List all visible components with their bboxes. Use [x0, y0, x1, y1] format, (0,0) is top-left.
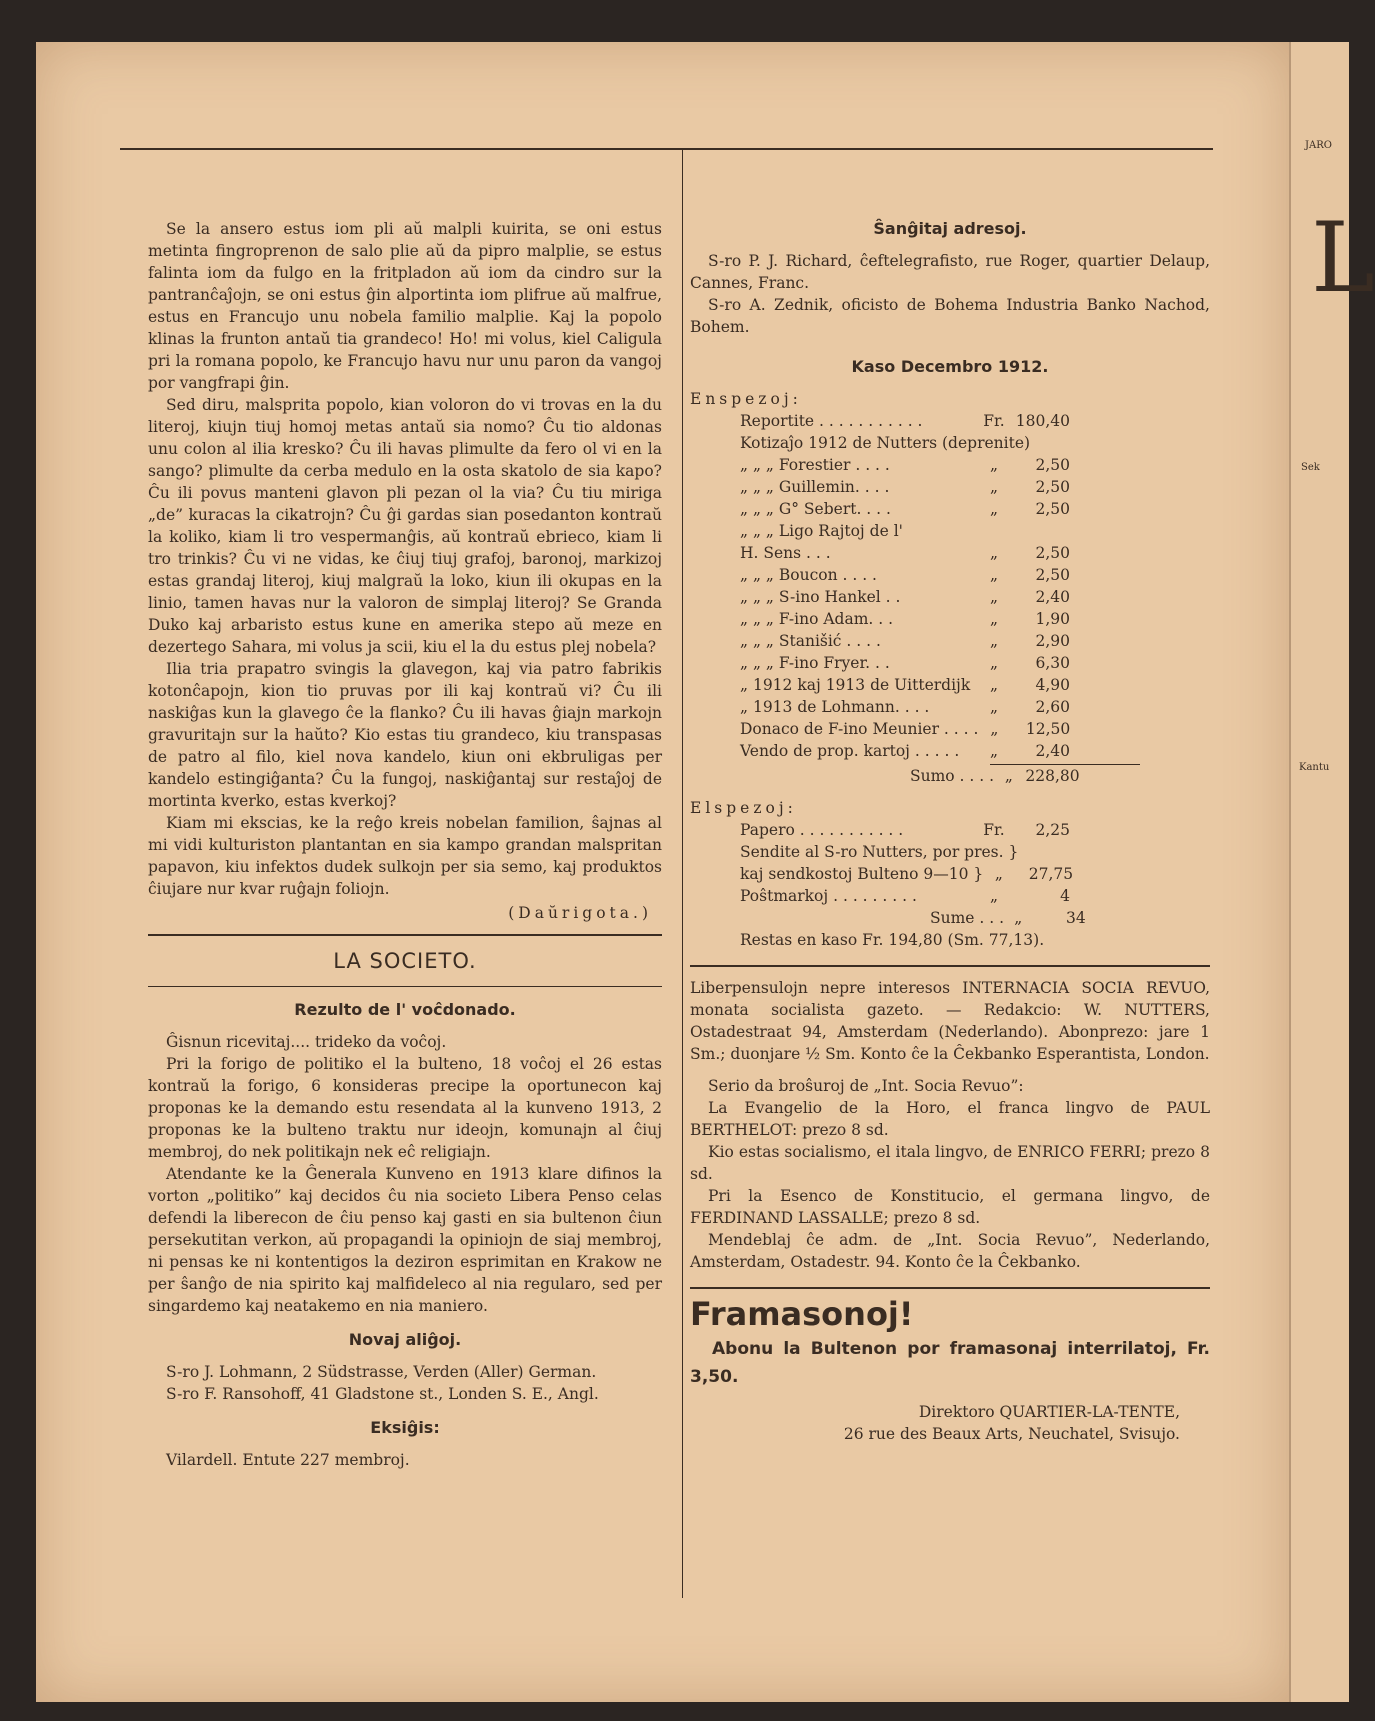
sum-amount: 228,80: [1025, 767, 1080, 785]
ledger-amount: [1055, 432, 1102, 454]
section-rule: [148, 934, 662, 936]
sum-amount: 34: [1065, 909, 1086, 927]
next-page-fragment: L: [1311, 202, 1375, 314]
vote-paragraph: Atendante ke la Ĝenerala Kunveno en 1913 klare difinos la vorton „politiko” kaj decidos ĉu nia societo Libera Penso celas defendi la liberecon de ĉiu penso kaj gasti en sia bultenon ĉiun persekutitan verkon, aŭ propagandi la opiniojn de siaj membroj, ni pensas ke ni kontentigos la deziron esprimitan en Krakow ne per ŝanĝo de nia spirito kaj malfideleco al nia regularo, sed per singardemo kaj neatakemo en nia maniero.: [148, 1165, 662, 1315]
ledger-label: Reportite . . . . . . . . . . .: [740, 412, 923, 430]
ledger-amount: 2,90: [1035, 632, 1070, 650]
ledger-unit: „: [989, 478, 999, 496]
column-divider: [682, 150, 683, 1598]
ledger-label: Sendite al S-ro Nutters, por pres. }: [740, 843, 1019, 861]
member-entry: S-ro J. Lohmann, 2 Südstrasse, Verden (Aller) German.: [166, 1363, 597, 1381]
framasonoj-promo: Abonu la Bultenon por framasonaj interrilatoj, Fr. 3,50.: [690, 1339, 1210, 1387]
expense-label: Elspezoj:: [690, 799, 797, 817]
ledger-row: [740, 542, 1210, 564]
resignation-entry: Vilardell. Entute 227 membroj.: [166, 1451, 410, 1469]
ledger-amount: [1045, 841, 1095, 863]
ledger-label: „ 1913 de Lohmann. . . .: [740, 698, 930, 716]
sum-label: Sumo . . . .: [910, 767, 995, 785]
ledger-label: H. Sens . . .: [740, 544, 831, 562]
ledger-row: [740, 476, 1210, 498]
ledger-amount: 1,90: [1035, 610, 1070, 628]
ledger-row: [740, 863, 1210, 885]
next-page-fragment: Sek: [1301, 462, 1320, 473]
member-entry: S-ro F. Ransohoff, 41 Gladstone st., Londen S. E., Angl.: [166, 1385, 599, 1403]
income-label: Enspezoj:: [690, 390, 802, 408]
ledger-unit: „: [994, 865, 1003, 883]
income-table: [740, 410, 1210, 762]
ledger-row: [740, 740, 1210, 762]
ledger-amount: 2,50: [1035, 500, 1070, 518]
brochure-entry: Kio estas socialismo, el itala lingvo, de ENRICO FERRI; prezo 8 sd.: [690, 1143, 1210, 1183]
left-column: [148, 218, 662, 1471]
next-page-fragment: Kantu: [1299, 762, 1330, 773]
sum-unit: „: [1004, 767, 1013, 785]
ledger-unit: „: [989, 610, 999, 628]
ledger-label: „ „ „ F-ino Fryer. . .: [740, 654, 890, 672]
ledger-label: Poŝtmarkoj . . . . . . . . .: [740, 887, 917, 905]
ledger-label: „ „ „ Boucon . . . .: [740, 566, 877, 584]
ledger-row: [740, 885, 1210, 907]
ledger-unit: [978, 520, 1010, 542]
ledger-label: „ „ „ G° Sebert. . . .: [740, 500, 891, 518]
ledger-unit: „: [989, 698, 999, 716]
ledger-unit: „: [990, 720, 999, 738]
ledger-unit: „: [989, 588, 999, 606]
ledger-unit: „: [989, 742, 999, 760]
brochure-entry: La Evangelio de la Horo, el franca lingvo de PAUL BERTHELOT: prezo 8 sd.: [690, 1099, 1210, 1139]
subsection-title: Novaj aliĝoj.: [348, 1330, 462, 1349]
brochure-entry: Serio da broŝuroj de „Int. Socia Revuo”:: [708, 1077, 1024, 1095]
ledger-amount: 2,40: [1035, 742, 1070, 760]
ledger-row: [740, 454, 1210, 476]
subsection-title: Rezulto de l' voĉdonado.: [294, 1000, 516, 1019]
address-entry: S-ro P. J. Richard, ĉeftelegrafisto, rue Roger, quartier Delaup, Cannes, Franc.: [690, 252, 1210, 292]
ledger-amount: 2,60: [1035, 698, 1070, 716]
ledger-unit: Fr.: [983, 412, 1005, 430]
ledger-amount: 2,50: [1035, 544, 1070, 562]
expense-table: [740, 819, 1210, 907]
ledger-row: [740, 432, 1210, 454]
header-rule: [120, 148, 1213, 150]
director-line: 26 rue des Beaux Arts, Neuchatel, Svisujo.: [843, 1425, 1180, 1443]
ledger-amount: 4,90: [1035, 676, 1070, 694]
adjacent-page-edge: [1289, 42, 1375, 1702]
ledger-unit: „: [989, 500, 999, 518]
article-paragraph: Sed diru, malsprita popolo, kian voloron do vi trovas en la du literoj, kiujn tiuj homoj metas antaŭ sia nomo? Ĉu tio aldonas unu colon al ilia kresko? Ĉu ili havas plimulte da fero ol vi en la sango? plimulte da cerba medulo en la osta skatolo de sia kapo? Ĉu ili povus manteni glavon pli pezan ol la via? Ĉu tiu miriga „de” kuracas la cikatrojn? Ĉu ĝi gardas sian posedanton kontraŭ la koliko, kiam li tro vespermanĝis, aŭ kontraŭ ebrieco, kiam li tro trinkis? Ĉu vi ne vidas, ke ĉiuj tiuj grafoj, baronoj, markizoj estas grandaj literoj, kiuj malgraŭ la loko, kiun ili okupas en la linio, tamen havas nur la valoron de simplaj literoj? Se Granda Duko kaj arbaristo estus kune en amerika stepo aŭ meze en dezertego Sahara, mi volus ja scii, kiu el la du estus plej nobela?: [148, 396, 662, 656]
continued-note: (Daŭrigota.): [508, 904, 652, 922]
expense-sum-row: [740, 907, 1210, 929]
ledger-unit: „: [989, 544, 999, 562]
article-paragraph: Ilia tria prapatro svingis la glavegon, kaj via patro fabrikis kotonĉapojn, kion tio pruvas por ili kaj kontraŭ vi? Ĉu ili naskiĝas kun la glavego ĉe la flanko? Ĉu ili havas ĝiajn markojn gravuritajn sur la haŭto? Kio estas tiu grandeco, kiu transpasas de patro al filo, kiel nova kandelo, kiun oni ekbruligas per kandelo estingiĝanta? Ĉu la fungoj, naskiĝantaj sur restaĵoj de mortinta kverko, estas kverkoj?: [148, 660, 662, 810]
ledger-unit: „: [989, 566, 999, 584]
ledger-unit: „: [989, 456, 999, 474]
right-column: [690, 218, 1210, 1445]
ledger-label: Papero . . . . . . . . . . .: [740, 821, 904, 839]
ledger-row: [740, 696, 1210, 718]
subsection-title: Eksiĝis:: [370, 1418, 440, 1437]
article-paragraph: Kiam mi ekscias, ke la reĝo kreis nobelan familion, ŝajnas al mi vidi kulturiston plantantan en sia kampo grandan malspritan papavon, kiu infektos dudek sulkojn per sia semo, kaj produktos ĉiujare nur kvar ruĝajn foliojn.: [148, 814, 662, 898]
ledger-label: „ „ „ S-ino Hankel . .: [740, 588, 901, 606]
ledger-row: [740, 630, 1210, 652]
ledger-unit: [1018, 841, 1044, 863]
ledger-label: „ „ „ Guillemin. . . .: [740, 478, 890, 496]
brochure-entry: Pri la Esenco de Konstitucio, el germana lingvo, de FERDINAND LASSALLE; prezo 8 sd.: [690, 1187, 1210, 1227]
ledger-amount: 2,25: [1035, 821, 1070, 839]
ledger-unit: „: [989, 654, 999, 672]
article-paragraph: Se la ansero estus iom pli aŭ malpli kuirita, se oni estus metinta fingroprenon de salo plie aŭ da pipro malplie, se estus falinta iom da fulgo en la fritpladon aŭ iom da cindro sur la pantranĉaĵojn, se oni estus ĝin alportinta iom plifrue aŭ malfrue, estus en Francujo unu nobela familio malplie. Kaj la popolo klinas la frunton antaŭ tia grandeco! Ho! mi volus, kiel Caligula pri la romana popolo, ke Francujo havu nur unu paron da vangoj por vangfrapi ĝin.: [148, 220, 662, 392]
ledger-label: „ „ „ F-ino Adam. . .: [740, 610, 894, 628]
ledger-label: kaj sendkostoj Bulteno 9—10 }: [740, 865, 984, 883]
ledger-row: [740, 819, 1210, 841]
ledger-row: [740, 674, 1210, 696]
subsection-title: Ŝanĝitaj adresoj.: [873, 219, 1027, 238]
ledger-unit: [1030, 432, 1055, 454]
ledger-label: „ „ „ Ligo Rajtoj de l': [740, 522, 903, 540]
section-rule: [148, 986, 662, 987]
ledger-row: [740, 564, 1210, 586]
ledger-row: [740, 498, 1210, 520]
director-line: Direktoro QUARTIER-LA-TENTE,: [918, 1403, 1180, 1421]
ledger-label: Vendo de prop. kartoj . . . . .: [740, 742, 960, 760]
vote-paragraph: Ĝisnun ricevitaj.... trideko da voĉoj.: [166, 1033, 447, 1051]
ledger-unit: Fr.: [983, 821, 1005, 839]
ledger-amount: 2,50: [1035, 566, 1070, 584]
ledger-amount: 2,40: [1035, 588, 1070, 606]
ledger-label: „ 1912 kaj 1913 de Uitterdijk: [740, 676, 971, 694]
sum-unit: „: [1014, 909, 1023, 927]
ledger-row: [740, 410, 1210, 432]
section-rule: [690, 1287, 1210, 1289]
brochure-entry: Mendeblaj ĉe adm. de „Int. Socia Revuo”, Nederlando, Amsterdam, Ostadestr. 94. Konto ĉe la Ĉekbanko.: [690, 1231, 1210, 1271]
income-sum-row: [740, 765, 1210, 787]
balance-line: Restas en kaso Fr. 194,80 (Sm. 77,13).: [740, 931, 1045, 949]
ledger-unit: „: [989, 632, 999, 650]
ledger-amount: 6,30: [1035, 654, 1070, 672]
vote-paragraph: Pri la forigo de politiko el la bulteno, 18 voĉoj el 26 estas kontraŭ la forigo, 6 konsideras precipe la oportunecon kaj proponas ke la demando estu resendata al la kunveno 1913, 2 proponas ke la bulteno traktu nur ideojn, komunajn al ĉiuj membroj, do nek politikajn nek eĉ religiajn.: [148, 1055, 662, 1161]
revuo-paragraph: Liberpensulojn nepre interesos INTERNACIA SOCIA REVUO, monata socialista gazeto. — Redakcio: W. NUTTERS, Ostadestraat 94, Amsterdam (Nederlando). Abonprezo: jare 1 Sm.; duonjare ½ Sm. Konto ĉe la Ĉekbanko Esperantista, London.: [690, 979, 1210, 1063]
ledger-amount: 12,50: [1025, 720, 1071, 738]
ledger-row: [740, 586, 1210, 608]
next-page-fragment: JARO: [1305, 140, 1332, 151]
sum-label: Sume . . .: [930, 909, 1005, 927]
ledger-label: Kotizaĵo 1912 de Nutters (deprenite): [740, 434, 1031, 452]
ledger-label: „ „ „ Forestier . . . .: [740, 456, 890, 474]
ledger-amount: [1010, 520, 1070, 542]
ledger-amount: 2,50: [1035, 456, 1070, 474]
ledger-row: [740, 718, 1210, 740]
ledger-label: „ „ „ Stanišić . . . .: [740, 632, 881, 650]
ledger-amount: 2,50: [1035, 478, 1070, 496]
ledger-row: [740, 652, 1210, 674]
ledger-amount: 27,75: [1028, 865, 1074, 883]
section-title: LA SOCIETO.: [333, 949, 477, 973]
ledger-row: [740, 608, 1210, 630]
subsection-title: Kaso Decembro 1912.: [851, 357, 1049, 376]
ledger-amount: 180,40: [1015, 412, 1070, 430]
article-body: [148, 218, 662, 924]
framasonoj-title: Framasonoj!: [690, 1295, 914, 1333]
ledger-row: [740, 520, 1210, 542]
address-entry: S-ro A. Zednik, oficisto de Bohema Industria Banko Nachod, Bohem.: [690, 296, 1210, 336]
ledger-row: [740, 841, 1210, 863]
ledger-unit: „: [989, 676, 999, 694]
ledger-label: Donaco de F-ino Meunier . . . .: [740, 720, 979, 738]
ledger-amount: 4: [1060, 887, 1070, 905]
ledger-unit: „: [989, 887, 999, 905]
